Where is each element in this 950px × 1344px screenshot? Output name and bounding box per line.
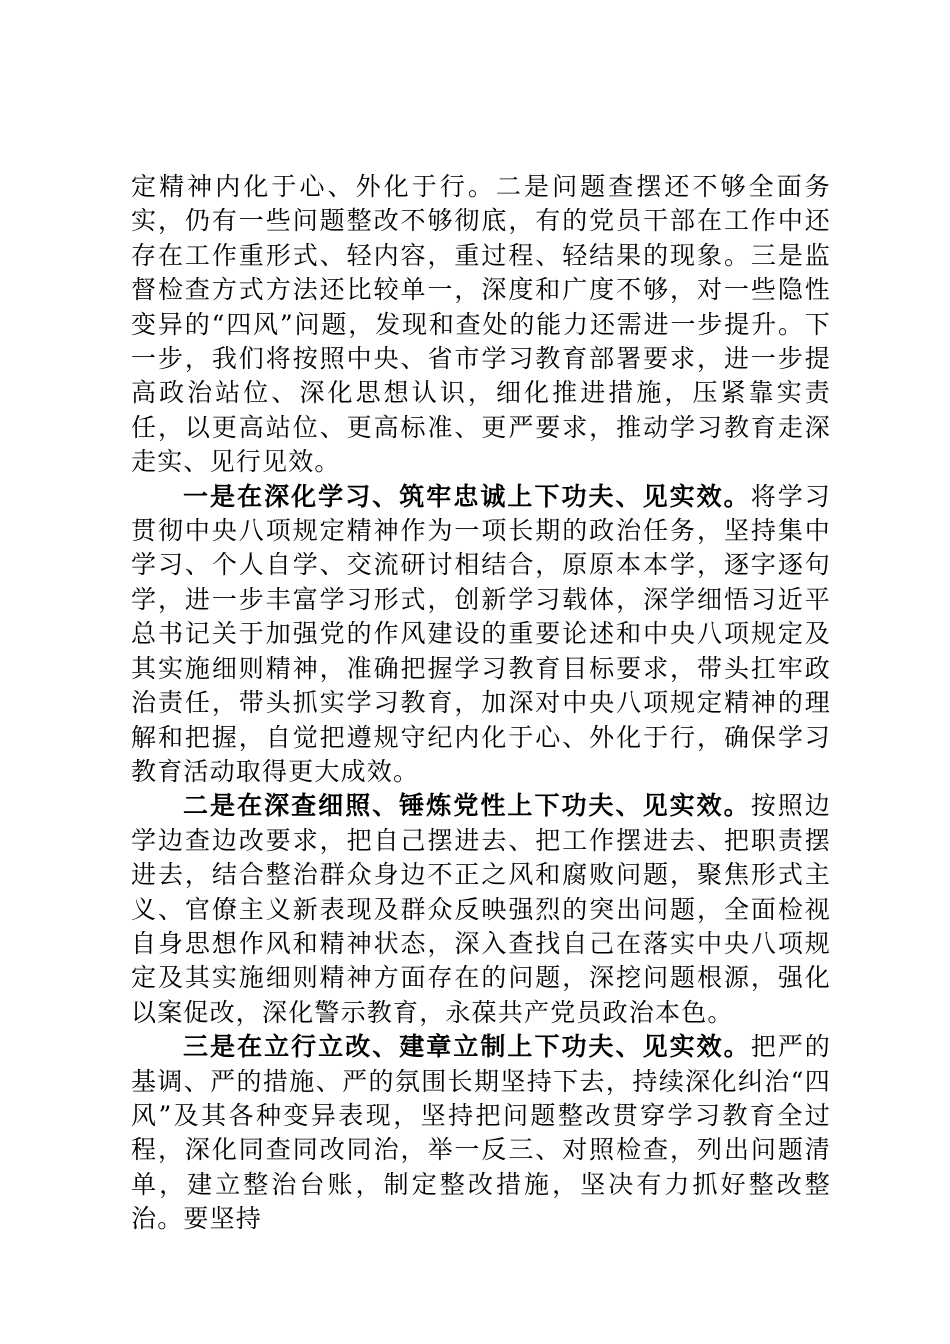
paragraph-point-two: [131, 789, 831, 1030]
paragraph-lead-heading: 一是在深化学习、筑牢忠诚上下功夫、见实效。: [183, 481, 751, 511]
paragraph-lead-heading: 三是在立行立改、建章立制上下功夫、见实效。: [183, 1032, 751, 1062]
paragraph-text: 把严的基调、严的措施、严的氛围长期坚持下去，持续深化纠治“四风”及其各种变异表现，坚持把问题整改贯穿学习教育全过程，深化同查同改同治，举一反三、对照检查，列出问题清单，建立整治台账，制定整改措施，坚决有力抓好整改整治。要坚持: [131, 1032, 832, 1234]
document-body: [131, 170, 831, 1237]
paragraph-lead-heading: 二是在深查细照、锤炼党性上下功夫、见实效。: [183, 791, 751, 821]
paragraph-continuation: [131, 170, 831, 480]
paragraph-point-one: [131, 480, 831, 790]
paragraph-point-three: [131, 1030, 831, 1236]
paragraph-text: 按照边学边查边改要求，把自己摆进去、把工作摆进去、把职责摆进去，结合整治群众身边不正之风和腐败问题，聚焦形式主义、官僚主义新表现及群众反映强烈的突出问题，全面检视自身思想作风和精神状态，深入查找自己在落实中央八项规定及其实施细则精神方面存在的问题，深挖问题根源，强化以案促改，深化警示教育，永葆共产党员政治本色。: [131, 791, 832, 1027]
paragraph-text: 定精神内化于心、外化于行。二是问题查摆还不够全面务实，仍有一些问题整改不够彻底，有的党员干部在工作中还存在工作重形式、轻内容，重过程、轻结果的现象。三是监督检查方式方法还比较单一，深度和广度不够，对一些隐性变异的“四风”问题，发现和查处的能力还需进一步提升。下一步，我们将按照中央、省市学习教育部署要求，进一步提高政治站位、深化思想认识，细化推进措施，压紧靠实责任，以更高站位、更高标准、更严要求，推动学习教育走深走实、见行见效。: [131, 172, 831, 477]
paragraph-text: 将学习贯彻中央八项规定精神作为一项长期的政治任务，坚持集中学习、个人自学、交流研讨相结合，原原本本学，逐字逐句学，进一步丰富学习形式，创新学习载体，深学细悟习近平总书记关于加强党的作风建设的重要论述和中央八项规定及其实施细则精神，准确把握学习教育目标要求，带头扛牢政治责任，带头抓实学习教育，加深对中央八项规定精神的理解和把握，自觉把遵规守纪内化于心、外化于行，确保学习教育活动取得更大成效。: [131, 481, 832, 786]
